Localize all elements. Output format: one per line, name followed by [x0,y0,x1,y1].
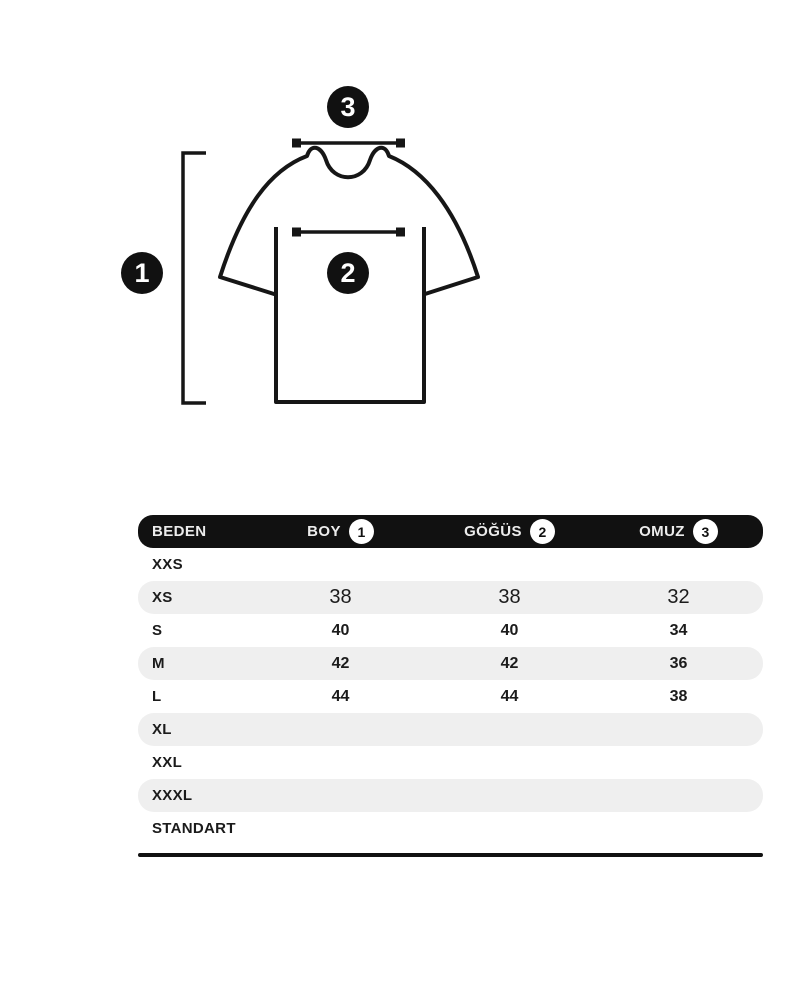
table-bottom-rule [138,853,763,857]
table-row [138,647,763,680]
size-label: L [152,688,162,705]
measure-value: 40 [331,621,350,639]
header-cell-beden [138,523,207,540]
header-cell-boy [307,519,374,544]
size-label: XS [152,589,173,606]
header-beden-label: BEDEN [152,523,207,540]
table-row [138,812,763,845]
table-row [138,713,763,746]
size-label: XXL [152,754,183,771]
measure-value: 40 [500,621,519,639]
header-gogus-badge: 2 [530,519,555,544]
measure-value: 38 [498,586,521,608]
chest-measure-cap-left [292,228,301,237]
header-omuz-label: OMUZ [639,523,685,540]
measure-badge-1-number: 1 [134,258,150,288]
header-gogus-label: GÖĞÜS [464,523,522,540]
measure-badge-3-number: 3 [340,92,356,122]
header-cell-omuz [639,519,718,544]
table-row [138,614,763,647]
measure-value: 34 [669,621,688,639]
header-omuz-badge: 3 [693,519,718,544]
measure-value: 36 [669,654,688,672]
table-row [138,581,763,614]
size-label: XXS [152,556,183,573]
table-row [138,680,763,713]
shoulder-measure-cap-right [396,139,405,148]
size-table-rows [138,548,763,845]
length-bracket [183,153,206,403]
table-row [138,746,763,779]
tshirt-measure-diagram [0,0,800,470]
shoulder-measure-cap-left [292,139,301,148]
header-boy-badge: 1 [349,519,374,544]
size-label: M [152,655,165,672]
size-label: S [152,622,163,639]
table-row [138,779,763,812]
size-table [138,515,763,857]
measure-value: 44 [331,687,350,705]
size-label: STANDART [152,820,236,837]
measure-value: 38 [329,586,352,608]
table-row [138,548,763,581]
header-cell-gogus [464,519,555,544]
measure-value: 42 [331,654,350,672]
size-table-header [138,515,763,548]
size-label: XL [152,721,172,738]
chest-measure-cap-right [396,228,405,237]
header-boy-label: BOY [307,523,341,540]
measure-value: 38 [669,687,688,705]
measure-value: 32 [667,586,690,608]
measure-badge-2-number: 2 [340,258,356,288]
measure-value: 42 [500,654,519,672]
measure-value: 44 [500,687,519,705]
size-label: XXXL [152,787,193,804]
